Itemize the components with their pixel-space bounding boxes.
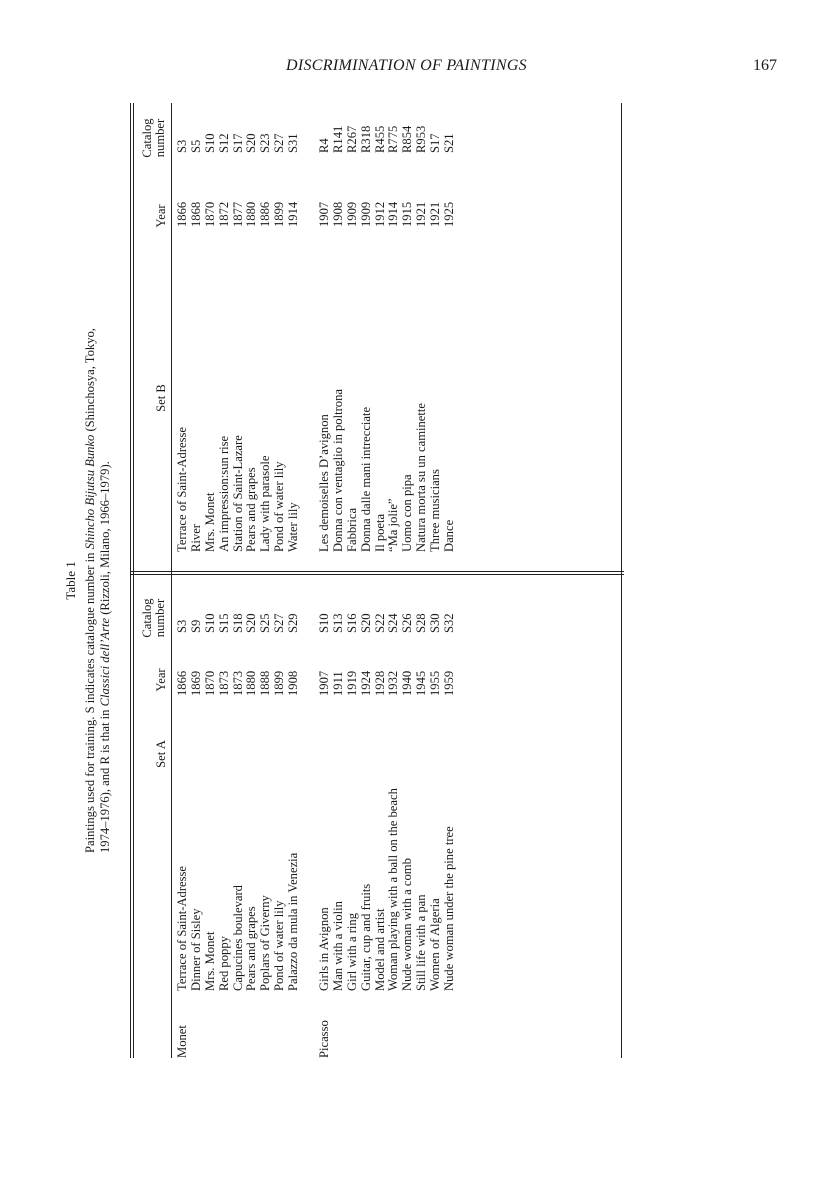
table-cell: Man with a violin: [330, 901, 345, 991]
table-cell: 1873: [230, 670, 245, 696]
table-cell: S22: [372, 613, 387, 633]
table-cell: 1899: [272, 670, 287, 696]
table-cell: S10: [202, 613, 217, 633]
table-cell: S27: [272, 133, 287, 153]
table-cell: Pears and grapes: [244, 467, 259, 552]
bottom-rule: [621, 103, 622, 1058]
table-cell: S21: [442, 133, 457, 153]
table-cell: S15: [216, 613, 231, 633]
set-b-column-catalog: [176, 133, 301, 153]
table-cell: S16: [344, 613, 359, 633]
table-cell: Three musicians: [428, 469, 443, 552]
table-cell: 1870: [202, 670, 217, 696]
caption-part: (Shinchosya, Tokyo, 1974–1976), and R is that in: [83, 328, 112, 853]
table-cell: Pond of water lily: [272, 900, 287, 991]
set-b-column-catalog: [318, 126, 457, 153]
table-cell: Still life with a pan: [414, 894, 429, 991]
column-divider: [131, 571, 624, 575]
set-a-column-catalog: [318, 613, 457, 633]
table-cell: S26: [400, 613, 415, 633]
table-cell: Guitar, cup and fruits: [358, 883, 373, 991]
table-cell: 1908: [286, 670, 301, 696]
table-cell: Model and artist: [372, 908, 387, 991]
table-cell: R775: [386, 125, 401, 153]
table-cell: Water lily: [286, 502, 301, 552]
table-cell: S5: [188, 139, 203, 153]
table-cell: 1873: [216, 670, 231, 696]
header-set-a: Set A: [154, 740, 168, 768]
table-cell: S18: [230, 613, 245, 633]
table-cell: 1888: [258, 670, 273, 696]
table-cell: S17: [428, 133, 443, 153]
table-cell: S28: [414, 613, 429, 633]
table-cell: Donna dalle mani intrecciate: [358, 406, 373, 552]
table-cell: 1940: [400, 670, 415, 696]
table-cell: S20: [244, 133, 259, 153]
table-cell: Girl with a ring: [344, 913, 359, 991]
table-cell: 1914: [386, 201, 401, 227]
table-cell: Poplars of Giverny: [258, 895, 273, 991]
header-set-b: Set B: [154, 384, 168, 412]
table-cell: 1912: [372, 201, 387, 227]
header-catalog-line2: number: [153, 118, 167, 158]
table-cell: R854: [400, 125, 415, 153]
table-cell: 1899: [272, 201, 287, 227]
caption-part: (Rizzoli, Milano, 1966–1979).: [98, 461, 112, 618]
table-cell: 1908: [330, 201, 345, 227]
set-b-column-year: [176, 202, 301, 227]
table-title: Table 1: [63, 561, 78, 600]
table-cell: R4: [317, 138, 331, 153]
set-a-column-catalog: [176, 613, 301, 633]
table-cell: Donna con ventaglio in poltrona: [330, 389, 345, 552]
table-cell: 1955: [428, 670, 443, 696]
header-year-b: Year: [154, 204, 168, 228]
table-cell: 1921: [428, 201, 443, 227]
table-cell: S27: [272, 613, 287, 633]
table-cell: Lady with parasole: [258, 455, 273, 552]
table-cell: S17: [230, 133, 245, 153]
table-cell: Pond of water lily: [272, 461, 287, 552]
table-cell: Woman playing with a ball on the beach: [386, 788, 401, 991]
table-cell: Mrs. Monet: [202, 931, 217, 991]
header-catalog-a: [141, 588, 167, 648]
caption-part: Paintings used for training. S indicates catalogue number in: [83, 549, 97, 853]
table-cell: 1915: [400, 201, 415, 227]
table-cell: S3: [175, 139, 189, 153]
header-catalog-line1: Catalog: [140, 598, 154, 638]
table-cell: Girls in Avignon: [317, 907, 331, 991]
table-cell: 1909: [358, 201, 373, 227]
table-cell: Station of Saint-Lazare: [230, 435, 245, 552]
table-cell: Les demoiselles D’avignon: [317, 414, 331, 552]
table-cell: Fabbrica: [344, 507, 359, 552]
table-cell: S25: [258, 613, 273, 633]
table-cell: 1869: [188, 670, 203, 696]
page-number: 167: [753, 57, 777, 74]
table-cell: 1872: [216, 201, 231, 227]
header-catalog-line1: Catalog: [140, 118, 154, 158]
table-1: [60, 103, 625, 1058]
table-cell: S31: [286, 133, 301, 153]
table-cell: S23: [258, 133, 273, 153]
table-cell: R141: [330, 125, 345, 153]
table-cell: An impression:sun rise: [216, 435, 231, 552]
table-cell: S20: [358, 613, 373, 633]
header-year-a: Year: [154, 668, 168, 692]
table-cell: S29: [286, 613, 301, 633]
table-cell: S3: [175, 619, 189, 633]
table-cell: S9: [188, 619, 203, 633]
top-rule: [130, 103, 134, 1058]
table-cell: 1924: [358, 670, 373, 696]
table-cell: S12: [216, 133, 231, 153]
table-cell: 1911: [330, 671, 345, 696]
header-catalog-b: [141, 108, 167, 168]
table-cell: S30: [428, 613, 443, 633]
header-rule: [171, 103, 172, 1058]
table-cell: 1909: [344, 201, 359, 227]
table-cell: 1921: [414, 201, 429, 227]
table-cell: 1925: [442, 201, 457, 227]
table-cell: 1866: [175, 670, 189, 696]
set-a-column-title: [318, 788, 457, 991]
table-cell: Terrace of Saint-Adresse: [175, 427, 189, 552]
table-cell: 1959: [442, 670, 457, 696]
set-a-column-year: [176, 671, 301, 696]
table-cell: Nude woman under the pine tree: [442, 826, 457, 991]
table-cell: 1928: [372, 670, 387, 696]
table-cell: 1914: [286, 201, 301, 227]
table-cell: 1886: [258, 201, 273, 227]
table-cell: S10: [317, 613, 331, 633]
table-cell: 1945: [414, 670, 429, 696]
table-cell: Natura morta su un caminette: [414, 403, 429, 552]
table-cell: Il poeta: [372, 513, 387, 552]
set-a-column-year: [318, 671, 457, 696]
set-b-column-year: [318, 202, 457, 227]
table-cell: Dinner of Sisley: [188, 908, 203, 991]
table-cell: Red poppy: [216, 936, 231, 991]
table-cell: S32: [442, 613, 457, 633]
table-caption: [83, 313, 113, 853]
artist-picasso: Picasso: [317, 1020, 331, 1058]
table-cell: 1907: [317, 201, 331, 227]
running-head: DISCRIMINATION OF PAINTINGS: [286, 57, 527, 74]
table-cell: 1877: [230, 201, 245, 227]
table-cell: Dance: [442, 519, 457, 552]
table-cell: Nude woman with a comb: [400, 858, 415, 991]
table-cell: Palazzo da mula in Venezia: [286, 852, 301, 991]
table-cell: Pears and grapes: [244, 906, 259, 991]
table-cell: 1880: [244, 201, 259, 227]
table-cell: S20: [244, 613, 259, 633]
caption-italic-part: Classici dell’Arte: [98, 617, 112, 707]
table-cell: 1932: [386, 670, 401, 696]
table-cell: 1868: [188, 201, 203, 227]
table-cell: River: [188, 524, 203, 552]
table-cell: 1866: [175, 201, 189, 227]
artist-monet: Monet: [175, 1025, 189, 1058]
table-cell: “Ma jolie”: [386, 498, 401, 552]
caption-italic-part: Shincho Bijutsu Bunko: [83, 434, 97, 550]
table-cell: 1919: [344, 670, 359, 696]
table-cell: R267: [344, 125, 359, 153]
table-cell: S13: [330, 613, 345, 633]
table-cell: Uomo con pipa: [400, 474, 415, 552]
table-cell: Mrs. Monet: [202, 492, 217, 552]
set-b-column-title: [176, 427, 301, 552]
header-catalog-line2: number: [153, 598, 167, 638]
table-cell: R455: [372, 125, 387, 153]
table-cell: 1870: [202, 201, 217, 227]
set-b-column-title: [318, 389, 457, 552]
table-cell: R318: [358, 125, 373, 153]
table-cell: S10: [202, 133, 217, 153]
set-a-column-title: [176, 853, 301, 991]
table-cell: Terrace of Saint-Adresse: [175, 866, 189, 991]
table-cell: 1880: [244, 670, 259, 696]
table-cell: Women of Algeria: [428, 898, 443, 991]
table-cell: Capucines boulevard: [230, 885, 245, 991]
table-cell: S24: [386, 613, 401, 633]
table-cell: R953: [414, 125, 429, 153]
table-cell: 1907: [317, 670, 331, 696]
